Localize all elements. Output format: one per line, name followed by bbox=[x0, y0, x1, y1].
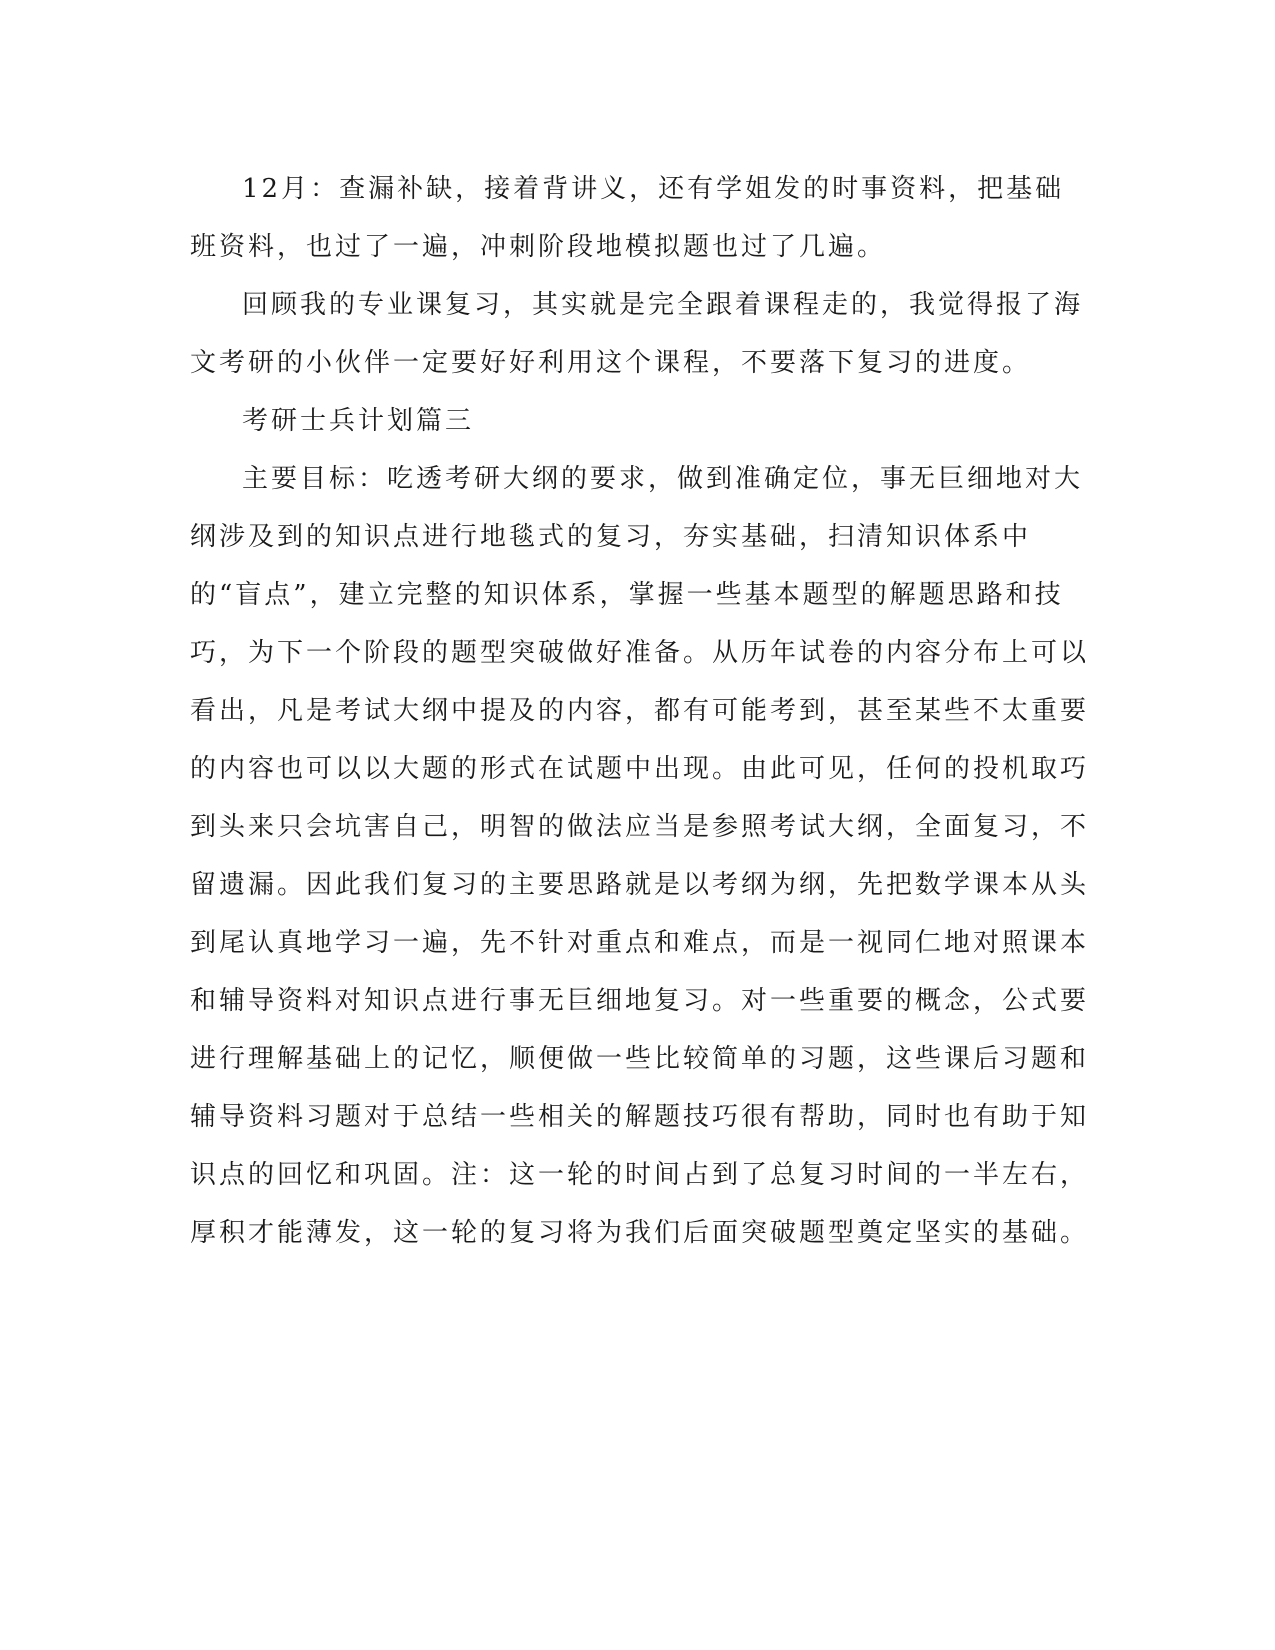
paragraph-course-review: 回顾我的专业课复习，其实就是完全跟着课程走的，我觉得报了海文考研的小伙伴一定要好好利用这个课程，不要落下复习的进度。 bbox=[190, 290, 1084, 378]
section-heading: 考研士兵计划篇三 bbox=[242, 406, 475, 436]
paragraph-main-goal: 主要目标：吃透考研大纲的要求，做到准确定位，事无巨细地对大纲涉及到的知识点进行地毯式的复习，夯实基础，扫清知识体系中的“盲点”，建立完整的知识体系，掌握一些基本题型的解题思路和技巧，为下一个阶段的题型突破做好准备。从历年试卷的内容分布上可以看出，凡是考试大纲中提及的内容，都有可能考到，甚至某些不太重要的内容也可以以大题的形式在试题中出现。由此可见，任何的投机取巧到头来只会坑害自己，明智的做法应当是参照考试大纲，全面复习，不留遗漏。因此我们复习的主要思路就是以考纲为纲，先把数学课本从头到尾认真地学习一遍，先不针对重点和难点，而是一视同仁地对照课本和辅导资料对知识点进行事无巨细地复习。对一些重要的概念，公式要进行理解基础上的记忆，顺便做一些比较简单的习题，这些课后习题和辅导资料习题对于总结一些相关的解题技巧很有帮助，同时也有助于知识点的回忆和巩固。注：这一轮的时间占到了总复习时间的一半左右，厚积才能薄发，这一轮的复习将为我们后面突破题型奠定坚实的基础。 bbox=[190, 464, 1090, 1248]
document-body bbox=[190, 160, 1090, 1262]
paragraph-december-plan: 12月：查漏补缺，接着背讲义，还有学姐发的时事资料，把基础班资料，也过了一遍，冲刺阶段地模拟题也过了几遍。 bbox=[190, 174, 1065, 262]
